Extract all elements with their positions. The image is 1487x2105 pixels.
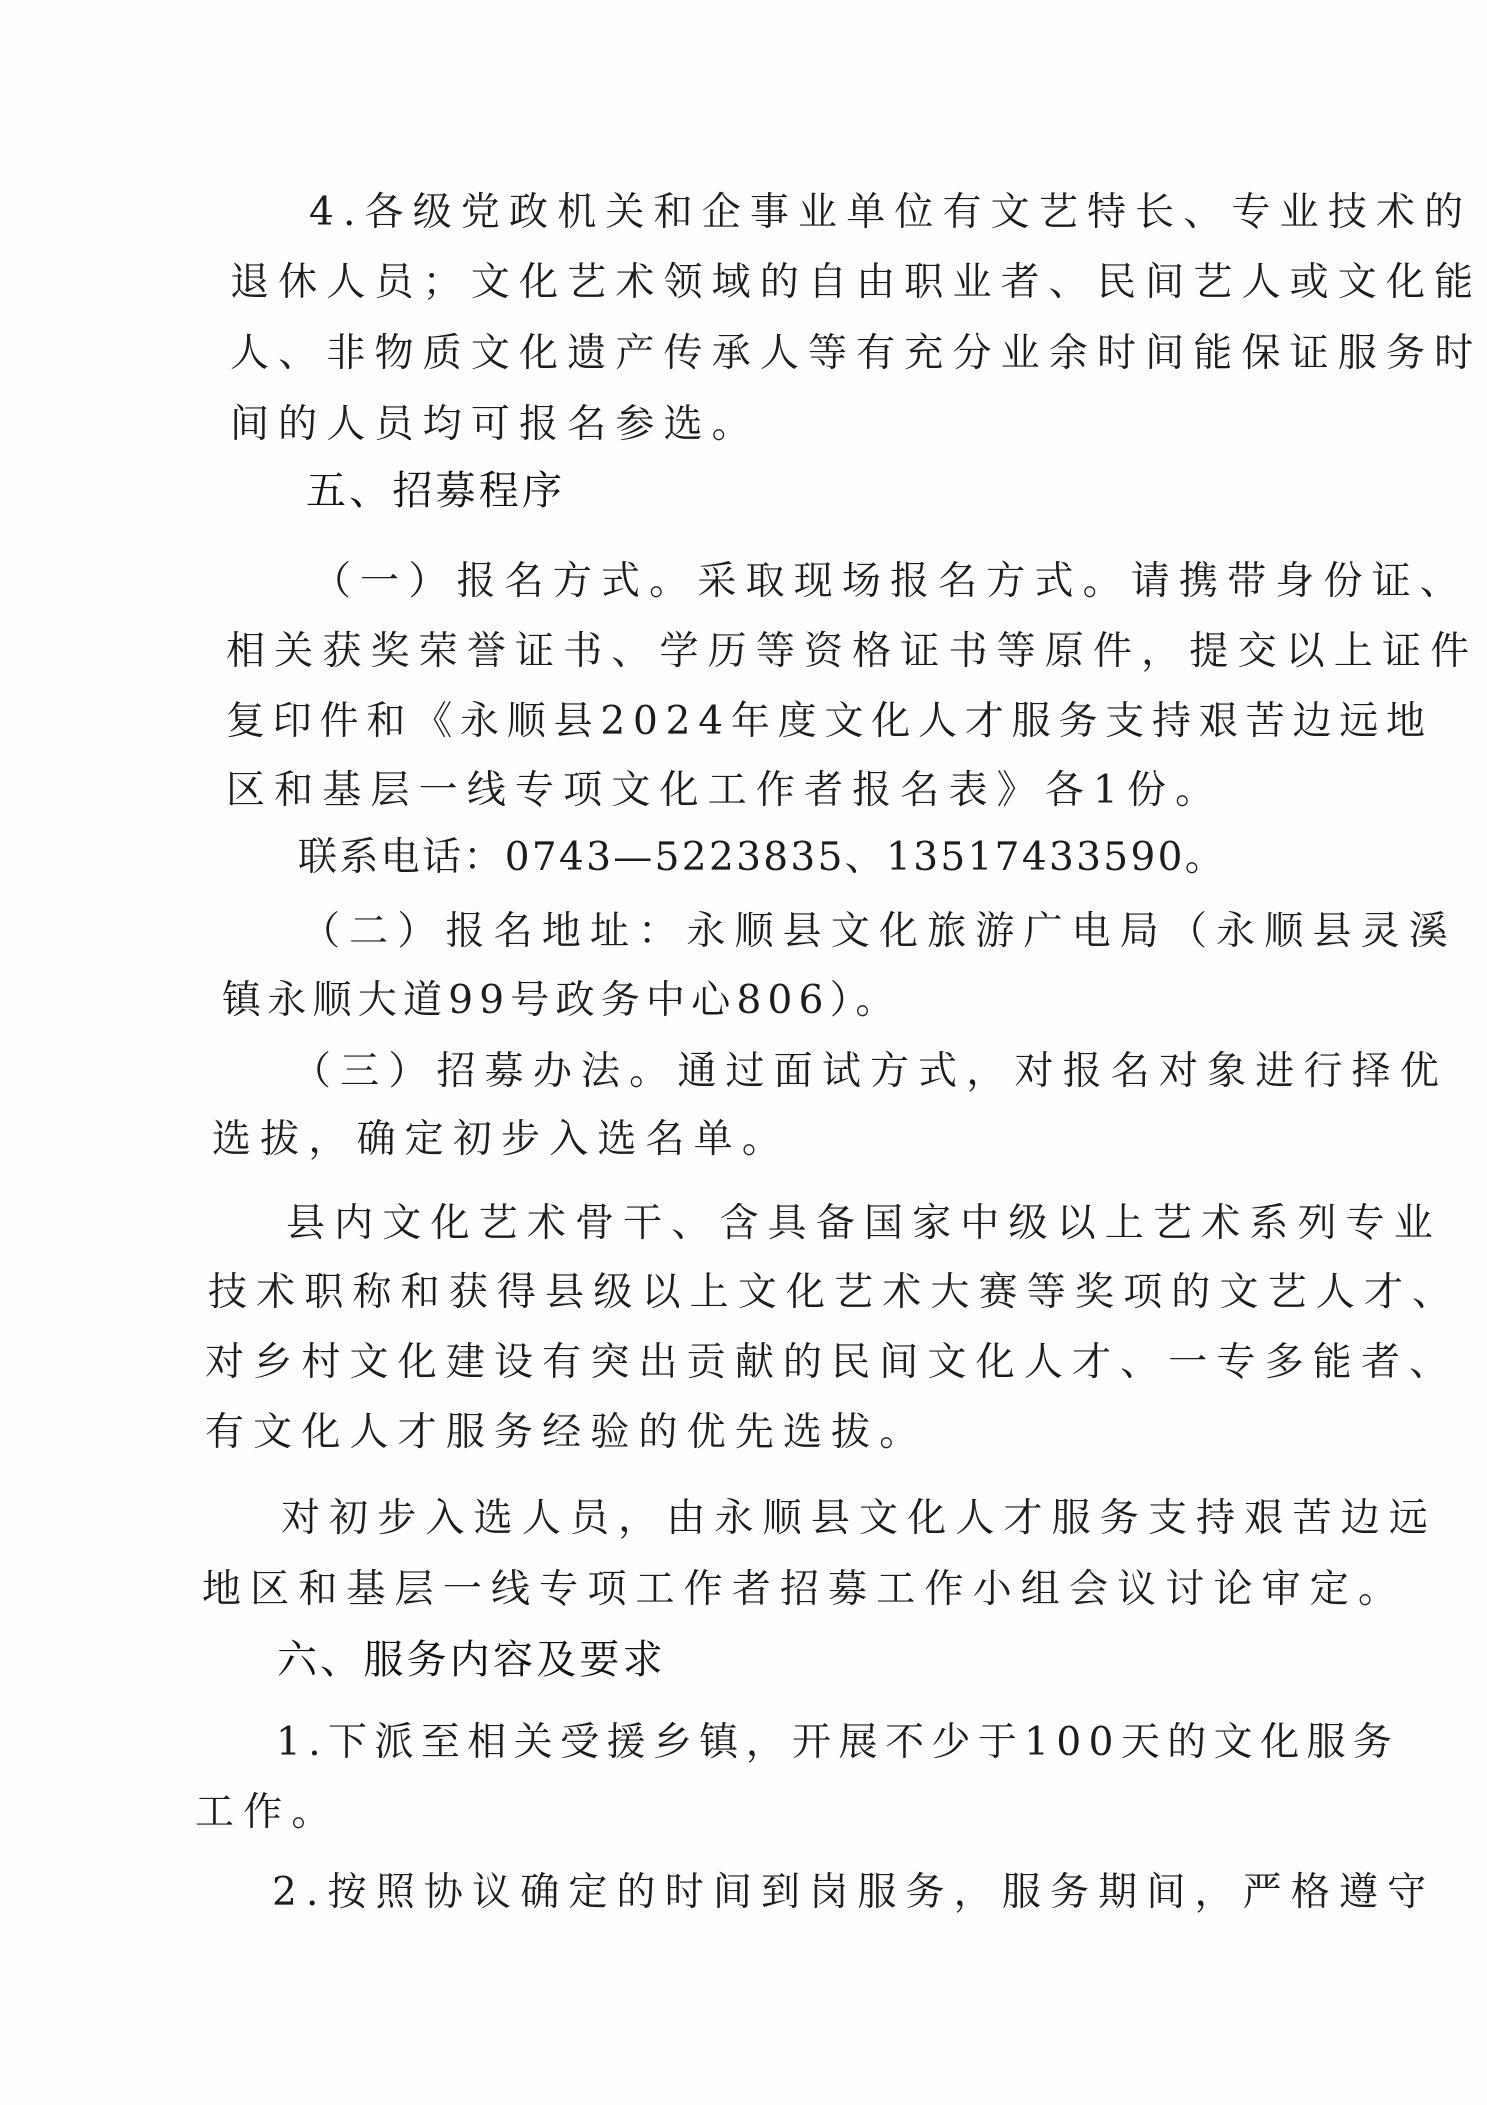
s5-1-line-1: （一）报名方式。采取现场报名方式。请携带身份证、 <box>312 559 1468 604</box>
review-line-2: 地区和基层一线专项工作者招募工作小组会议讨论审定。 <box>202 1567 1407 1612</box>
section-6-heading: 六、服务内容及要求 <box>277 1637 666 1683</box>
s5-2-line-1: （二）报名地址：永顺县文化旅游广电局（永顺县灵溪 <box>301 909 1457 954</box>
contact-phone: 联系电话：0743—5223835、13517433590。 <box>298 835 1227 880</box>
s5-3-line-1: （三）招募办法。通过面试方式，对报名对象进行择优 <box>292 1049 1448 1094</box>
priority-line-3: 对乡村文化建设有突出贡献的民间文化人才、一专多能者、 <box>205 1340 1458 1385</box>
review-line-1: 对初步入选人员，由永顺县文化人才服务支持艰苦边远 <box>281 1496 1437 1541</box>
s6-1-line-2: 工作。 <box>195 1790 340 1835</box>
p4-line-2: 退休人员；文化艺术领域的自由职业者、民间艺人或文化能 <box>230 260 1483 305</box>
s6-1-line-1: 1.下派至相关受援乡镇，开展不少于100天的文化服务 <box>276 1720 1400 1765</box>
s5-1-line-2: 相关获奖荣誉证书、学历等资格证书等原件，提交以上证件 <box>226 629 1479 674</box>
section-5-heading: 五、招募程序 <box>306 468 566 514</box>
s6-2-line-1: 2.按照协议确定的时间到岗服务，服务期间，严格遵守 <box>272 1870 1436 1915</box>
s5-3-line-2: 选拔，确定初步入选名单。 <box>212 1117 790 1162</box>
priority-line-1: 县内文化艺术骨干、含具备国家中级以上艺术系列专业 <box>286 1201 1442 1246</box>
priority-line-4: 有文化人才服务经验的优先选拔。 <box>205 1410 928 1455</box>
p4-line-1: 4.各级党政机关和企事业单位有文艺特长、专业技术的 <box>309 190 1473 235</box>
priority-line-2: 技术职称和获得县级以上文化艺术大赛等奖项的文艺人才、 <box>208 1270 1461 1315</box>
s5-1-line-4: 区和基层一线专项文化工作者报名表》各1份。 <box>226 768 1224 813</box>
s5-1-line-3: 复印件和《永顺县2024年度文化人才服务支持艰苦边远地 <box>226 699 1433 744</box>
s5-2-line-2: 镇永顺大道99号政务中心806）。 <box>222 978 901 1023</box>
p4-line-3: 人、非物质文化遗产传承人等有充分业余时间能保证服务时 <box>230 331 1483 376</box>
p4-line-4: 间的人员均可报名参选。 <box>230 402 760 447</box>
